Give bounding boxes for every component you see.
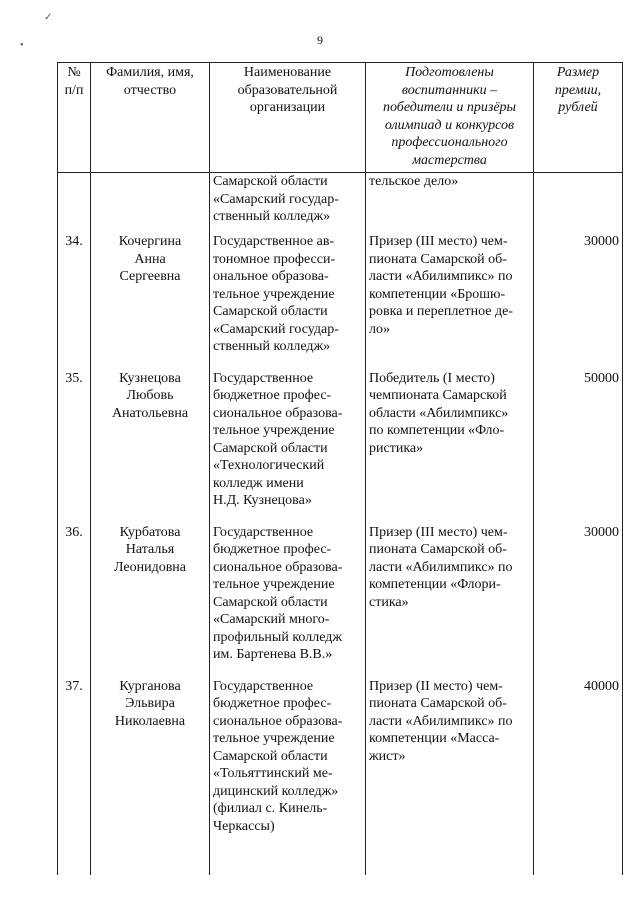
row-gap — [58, 835, 623, 875]
cell-org: Самарской области «Самарский государ- ственный колледж» — [210, 173, 366, 234]
table-header-row — [58, 63, 623, 173]
row-gap — [58, 510, 623, 524]
cell-prize: 50000 — [534, 370, 623, 510]
table-row — [58, 678, 623, 836]
header-achievements: Подготовлены воспитанники – победители и призёры олимпиад и конкурсов профессионального мастерства — [366, 63, 534, 173]
cell-num — [58, 173, 91, 234]
row-gap — [58, 356, 623, 370]
table-row — [58, 524, 623, 664]
scan-mark-top: ✓ — [44, 12, 53, 23]
table-row — [58, 233, 623, 356]
cell-achievements: Призер (III место) чем- пионата Самарской об- ласти «Абилимпикс» по компетенции «Флори- стика» — [366, 524, 534, 664]
cell-achievements: Победитель (I место) чемпионата Самарской области «Абилимпикс» по компетенции «Фло- ристика» — [366, 370, 534, 510]
cell-achievements: Призер (II место) чем- пионата Самарской об- ласти «Абилимпикс» по компетенции «Масса- жист» — [366, 678, 534, 836]
cell-num: 35. — [58, 370, 91, 510]
cell-num: 34. — [58, 233, 91, 356]
table-row — [58, 370, 623, 510]
cell-name: Курбатова Наталья Леонидовна — [91, 524, 210, 664]
header-name: Фамилия, имя, отчество — [91, 63, 210, 173]
cell-name: Курганова Эльвира Николаевна — [91, 678, 210, 836]
table-row-continuation — [58, 173, 623, 234]
cell-num: 36. — [58, 524, 91, 664]
header-prize: Размер премии, рублей — [534, 63, 623, 173]
scan-dot: • — [20, 40, 24, 51]
cell-name: Кузнецова Любовь Анатольевна — [91, 370, 210, 510]
cell-achievements: Призер (III место) чем- пионата Самарской об- ласти «Абилимпикс» по компетенции «Брошю- ровка и переплетное де- ло» — [366, 233, 534, 356]
row-gap — [58, 664, 623, 678]
header-org: Наименование образовательной организации — [210, 63, 366, 173]
cell-prize: 40000 — [534, 678, 623, 836]
cell-org: Государственное бюджетное профес- сиональное образова- тельное учреждение Самарской области «Технологический колледж имени Н.Д. Кузнецова» — [210, 370, 366, 510]
cell-prize: 30000 — [534, 524, 623, 664]
cell-num: 37. — [58, 678, 91, 836]
cell-org: Государственное бюджетное профес- сиональное образова- тельное учреждение Самарской области «Самарский много- профильный колледж им. Бартенева В.В.» — [210, 524, 366, 664]
cell-prize: 30000 — [534, 233, 623, 356]
awards-table — [57, 62, 623, 875]
cell-name — [91, 173, 210, 234]
cell-prize — [534, 173, 623, 234]
cell-org: Государственное ав- тономное професси- ональное образова- тельное учреждение Самарской области «Самарский государ- ственный колледж» — [210, 233, 366, 356]
cell-org: Государственное бюджетное профес- сиональное образова- тельное учреждение Самарской области «Тольяттинский ме- дицинский колледж» (филиал с. Кинель- Черкассы) — [210, 678, 366, 836]
cell-name: Кочергина Анна Сергеевна — [91, 233, 210, 356]
cell-achievements: тельское дело» — [366, 173, 534, 234]
page-number: 9 — [317, 33, 323, 47]
header-num: № п/п — [58, 63, 91, 173]
